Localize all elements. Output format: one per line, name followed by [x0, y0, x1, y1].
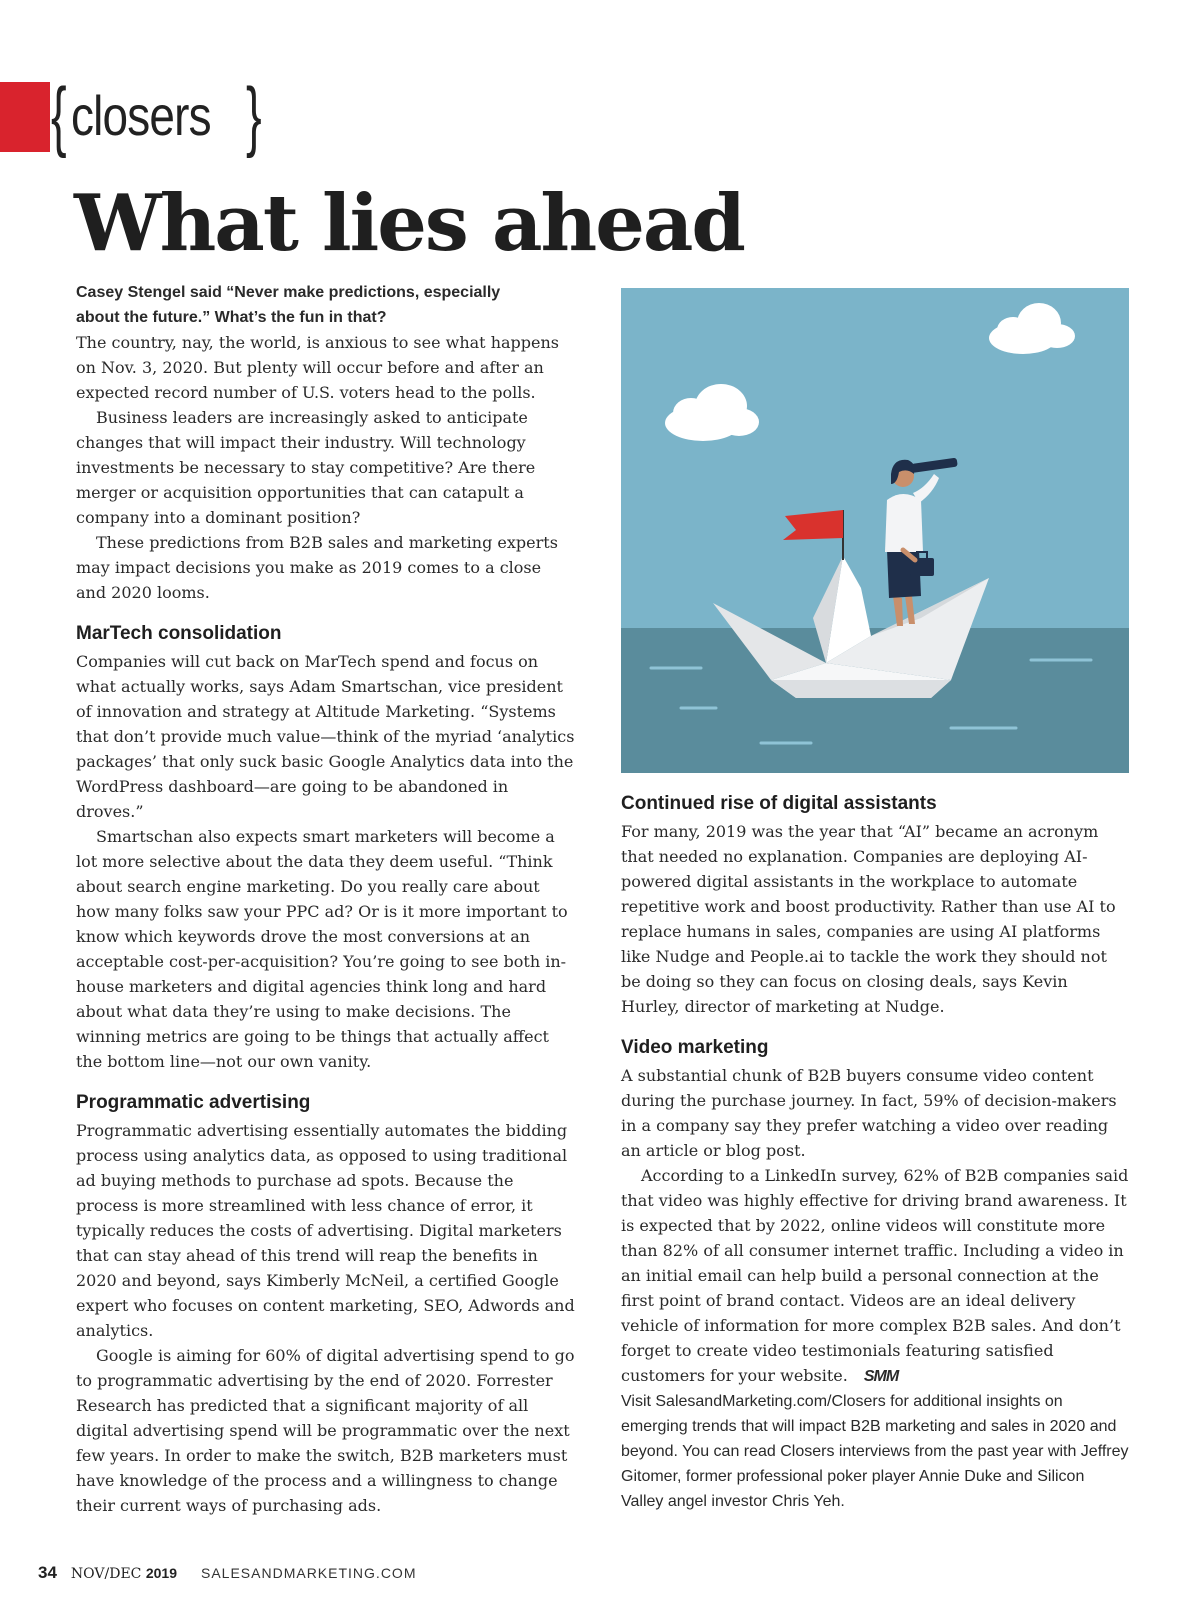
section-tag	[46, 70, 266, 160]
programmatic-paragraph: Programmatic advertising essentially automates the bidding process using analytics data, as opposed to using traditional ad buying methods to purchase ad spots. Because the process is more streamlined with less chance of error, it typically reduces the costs of advertising. Digital marketers that can stay ahead of this trend will reap the benefits in 2020 and beyond, says Kimberly McNeil, a certified Google expert who focuses on content marketing, SEO, Adwords and analytics.	[76, 1121, 575, 1340]
section-open-brace: {	[51, 71, 67, 159]
folio	[38, 1563, 416, 1583]
video-paragraph-text: According to a LinkedIn survey, 62% of B2B companies said that video was highly effective for driving brand awareness. It is expected that by 2022, online videos will constitute more than 82% of all consumer internet traffic. Including a video in an initial email can help build a personal connection at the first point of brand contact. Videos are an ideal delivery vehicle of information for more complex B2B sales. And don’t forget to create video testimonials featuring satisfied customers for your website.	[621, 1166, 1129, 1385]
issue-date	[71, 1565, 177, 1582]
section-close-brace: }	[246, 71, 262, 159]
assistants-heading: Continued rise of digital assistants	[621, 793, 937, 814]
video-heading: Video marketing	[621, 1037, 769, 1058]
footnote: Visit SalesandMarketing.com/Closers for additional insights on emerging trends that will impact B2B marketing and sales in 2020 and beyond. You can read Closers interviews from the past year with Jeffrey Gitomer, former professional poker player Annie Duke and Silicon Valley angel investor Chris Yeh.	[621, 1393, 1129, 1510]
paper-boat-illustration	[621, 288, 1129, 773]
issue-year: 2019	[145, 1565, 177, 1581]
martech-heading: MarTech consolidation	[76, 623, 282, 644]
headline: What lies ahead	[74, 178, 744, 269]
right-column	[621, 793, 1129, 1514]
assistants-paragraph: For many, 2019 was the year that “AI” became an acronym that needed no explanation. Companies are deploying AI-powered digital assistants in the workplace to automate repetitive work and boost productivity. Rather than use AI to replace humans in sales, companies are using AI platforms like Nudge and People.ai to tackle the work they should not be doing so they can focus on closing deals, says Kevin Hurley, director of marketing at Nudge.	[621, 822, 1116, 1016]
intro-paragraph: The country, nay, the world, is anxious to see what happens on Nov. 3, 2020. But plenty will occur before and after an expected record number of U.S. voters head to the polls.	[76, 333, 560, 402]
martech-paragraph: Companies will cut back on MarTech spend and focus on what actually works, says Adam Smartschan, vice president of innovation and strategy at Altitude Marketing. “Systems that don’t provide much value—think of the myriad ‘analytics packages’ that only suck basic Google Analytics data into the WordPress dashboard—are going to be abandoned in droves.”	[76, 652, 575, 821]
programmatic-paragraph: Google is aiming for 60% of digital advertising spend to go to programmatic advertising by the end of 2020. Forrester Research has predicted that a significant majority of all digital advertising spend will be programmatic over the next few years. In order to make the switch, B2B marketers must have knowledge of the process and a willingness to change their current ways of purchasing ads.	[76, 1346, 575, 1515]
left-column	[76, 280, 576, 1518]
programmatic-heading: Programmatic advertising	[76, 1092, 311, 1113]
section-red-bar	[0, 82, 50, 152]
intro-paragraph: Business leaders are increasingly asked to anticipate changes that will impact their industry. Will technology investments be necessary to stay competitive? Are there merger or acquisition opportunities that can catapult a company into a dominant position?	[76, 408, 536, 527]
video-paragraph: A substantial chunk of B2B buyers consume video content during the purchase journey. In fact, 59% of decision-makers in a company say they prefer watching a video over reading an article or blog post.	[621, 1066, 1117, 1160]
intro-paragraph: These predictions from B2B sales and marketing experts may impact decisions you make as 2019 comes to a close and 2020 looms.	[76, 533, 558, 602]
page-number: 34	[38, 1563, 57, 1582]
martech-paragraph: Smartschan also expects smart marketers will become a lot more selective about the data they deem useful. “Think about search engine marketing. Do you really care about how many folks saw your PPC ad? Or is it more important to know which keywords drove the most conversions at an acceptable cost-per-acquisition? You’re going to see both in-house marketers and digital agencies think long and hard about what data they’re using to make decisions. The winning metrics are going to be things that actually affect the bottom line—not our own vanity.	[76, 827, 568, 1071]
publication-site: SALESANDMARKETING.COM	[201, 1565, 417, 1581]
issue-month: NOV/DEC	[70, 1566, 142, 1582]
smm-end-mark: SMM	[863, 1368, 899, 1385]
deck: Casey Stengel said “Never make predictions, especially about the future.” What’s the fun in that?	[76, 284, 501, 326]
video-paragraph-last	[621, 1163, 1129, 1389]
section-label: closers	[71, 83, 211, 147]
